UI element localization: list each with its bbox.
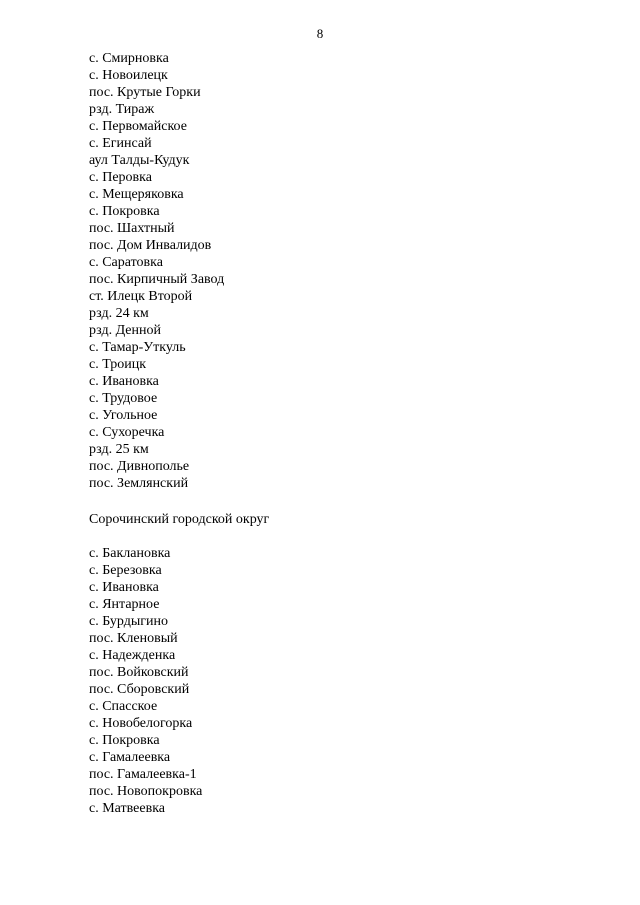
list-item: пос. Дивнополье (89, 459, 190, 474)
list-item: с. Егинсай (89, 136, 152, 151)
list-item: с. Троицк (89, 357, 147, 372)
list-item: с. Перовка (89, 170, 152, 185)
list-item: с. Смирновка (89, 51, 169, 66)
settlement-list (89, 545, 202, 817)
list-item: ст. Илецк Второй (89, 289, 193, 304)
list-item: с. Баклановка (89, 546, 171, 561)
list-item: с. Новобелогорка (89, 716, 193, 731)
list-item: с. Новоилецк (89, 68, 168, 83)
list-item: рзд. 25 км (89, 442, 149, 457)
list-item: с. Трудовое (89, 391, 158, 406)
list-item: рзд. Тираж (89, 102, 155, 117)
list-item: с. Покровка (89, 733, 160, 748)
list-item: с. Матвеевка (89, 801, 166, 816)
list-item: пос. Крутые Горки (89, 85, 201, 100)
settlement-list (89, 50, 224, 492)
list-item: пос. Кирпичный Завод (89, 272, 225, 287)
list-item: пос. Новопокровка (89, 784, 203, 799)
section-heading: Сорочинский городской округ (89, 512, 270, 527)
list-item: пос. Землянский (89, 476, 189, 491)
list-item: с. Сухоречка (89, 425, 165, 440)
list-item: с. Ивановка (89, 374, 159, 389)
page-number: 8 (316, 26, 324, 41)
list-item: пос. Войковский (89, 665, 189, 680)
list-item: с. Бурдыгино (89, 614, 168, 629)
list-item: с. Гамалеевка (89, 750, 171, 765)
list-item: пос. Дом Инвалидов (89, 238, 212, 253)
list-item: с. Тамар-Уткуль (89, 340, 186, 355)
list-item: с. Мещеряковка (89, 187, 184, 202)
list-item: с. Янтарное (89, 597, 160, 612)
list-item: пос. Сборовский (89, 682, 190, 697)
list-item: рзд. 24 км (89, 306, 149, 321)
list-item: пос. Шахтный (89, 221, 175, 236)
list-item: с. Первомайское (89, 119, 187, 134)
list-item: с. Березовка (89, 563, 162, 578)
list-item: рзд. Денной (89, 323, 161, 338)
list-item: с. Покровка (89, 204, 160, 219)
list-item: с. Надежденка (89, 648, 176, 663)
list-item: с. Ивановка (89, 580, 159, 595)
list-item: с. Спасское (89, 699, 158, 714)
list-item: пос. Кленовый (89, 631, 178, 646)
list-item: аул Талды-Кудук (89, 153, 190, 168)
list-item: с. Угольное (89, 408, 158, 423)
list-item: с. Саратовка (89, 255, 163, 270)
list-item: пос. Гамалеевка-1 (89, 767, 197, 782)
